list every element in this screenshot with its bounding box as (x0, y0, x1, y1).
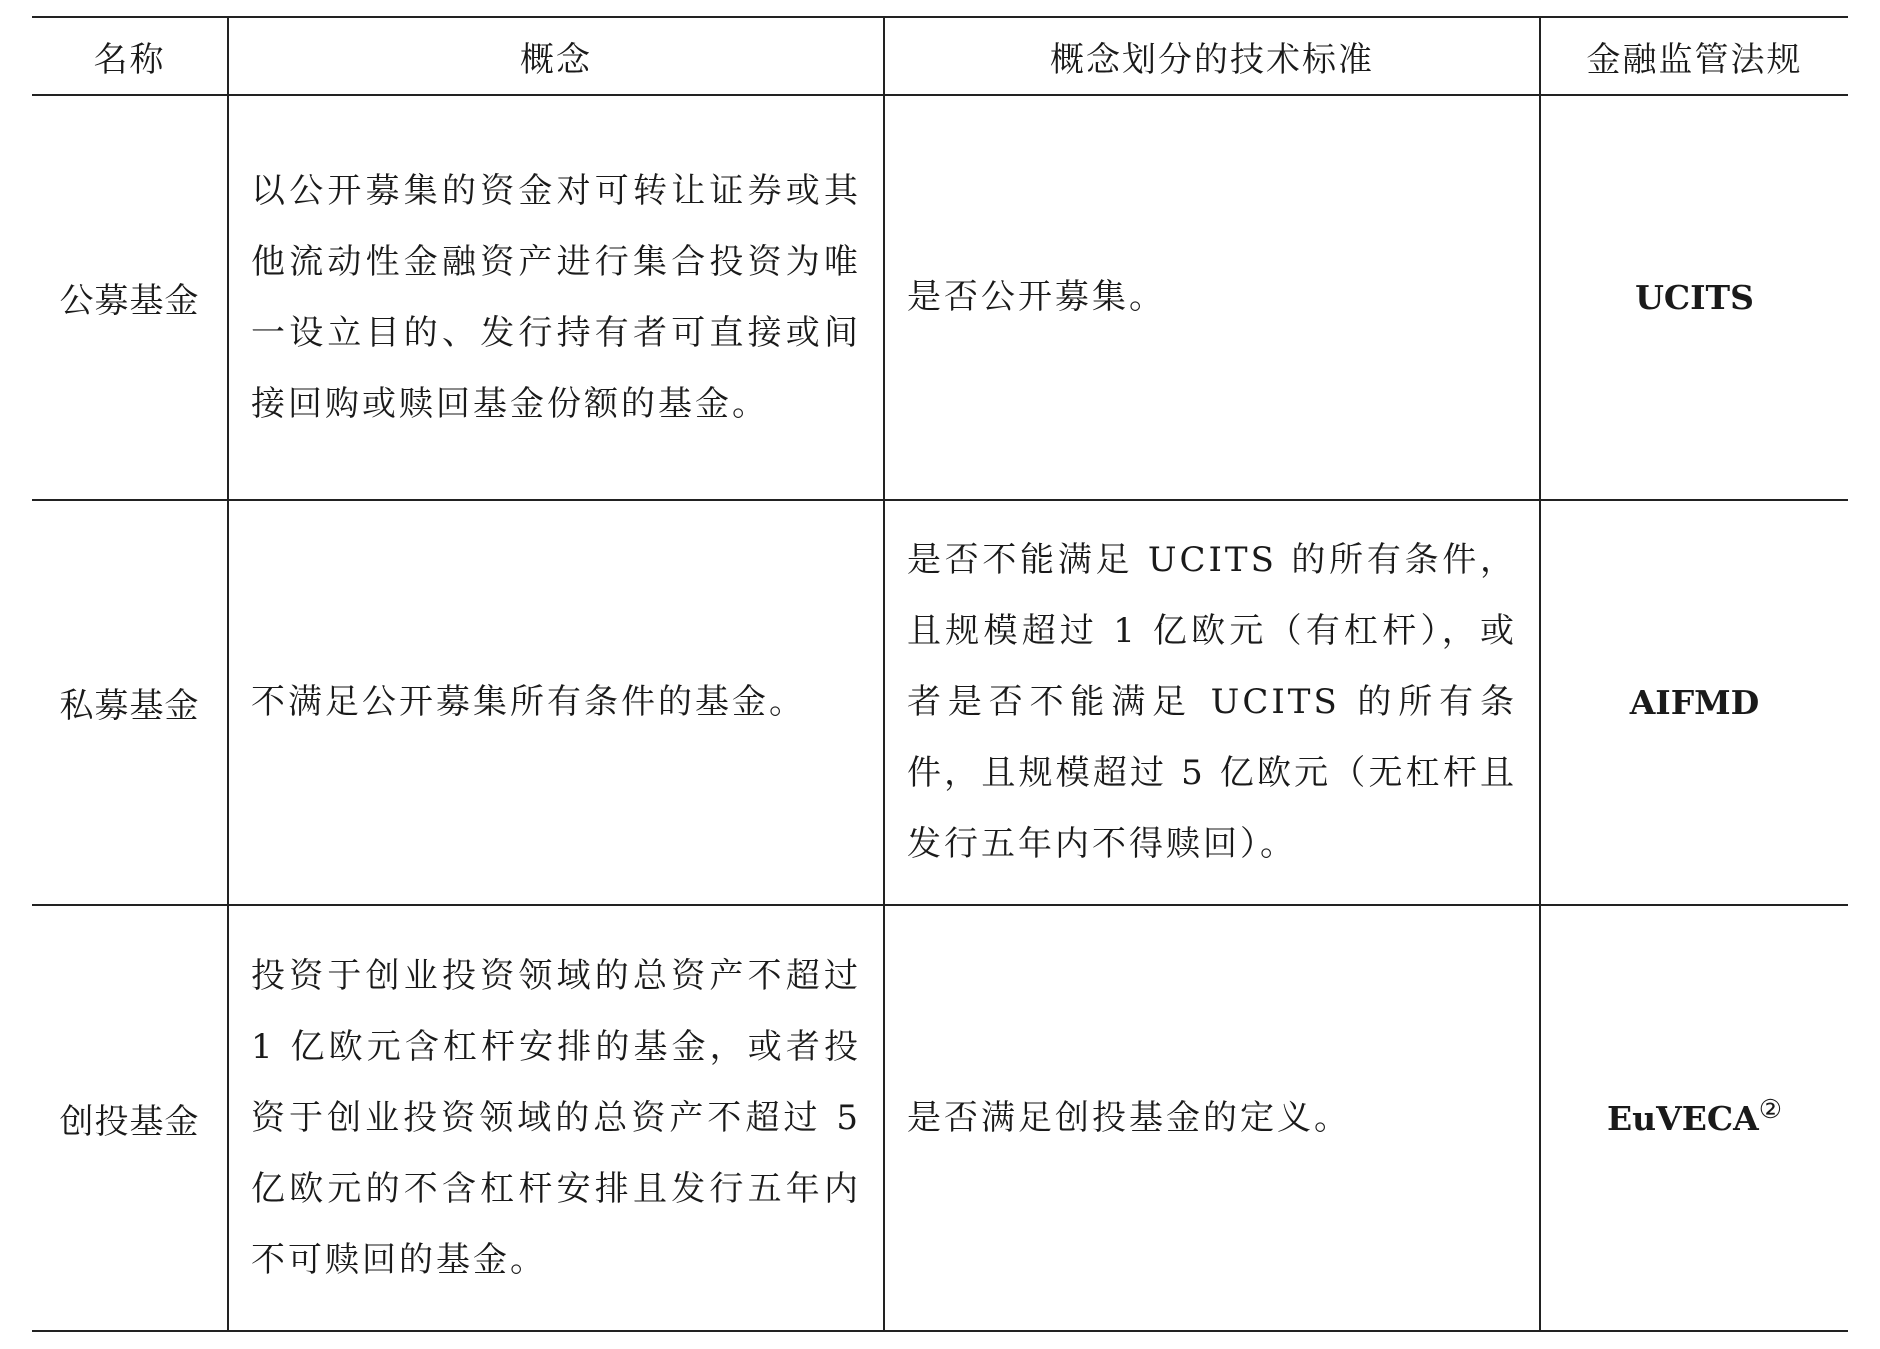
criteria-cell: 是否公开募集。 (884, 95, 1540, 500)
footnote-marker: ② (1758, 1094, 1783, 1125)
table-header-row (32, 17, 1848, 95)
header-concept: 概念 (228, 17, 884, 95)
concept-cell: 不满足公开募集所有条件的基金。 (228, 500, 884, 905)
header-name: 名称 (32, 17, 228, 95)
fund-name-cell: 私募基金 (32, 500, 228, 905)
concept-cell: 以公开募集的资金对可转让证券或其他流动性金融资产进行集合投资为唯一设立目的、发行持有者可直接或间接回购或赎回基金份额的基金。 (228, 95, 884, 500)
regulation-label: AIFMD (1629, 683, 1760, 722)
criteria-cell: 是否满足创投基金的定义。 (884, 905, 1540, 1331)
regulation-cell (1540, 500, 1848, 905)
fund-classification-table (32, 16, 1848, 1332)
header-regulation: 金融监管法规 (1540, 17, 1848, 95)
fund-name-cell: 创投基金 (32, 905, 228, 1331)
regulation-label: EuVECA (1606, 1098, 1759, 1138)
table-row (32, 905, 1848, 1331)
criteria-cell: 是否不能满足 UCITS 的所有条件，且规模超过 1 亿欧元（有杠杆），或者是否不能满足 UCITS 的所有条件，且规模超过 5 亿欧元（无杠杆且发行五年内不得赎回）。 (884, 500, 1540, 905)
header-criteria: 概念划分的技术标准 (884, 17, 1540, 95)
regulation-cell (1540, 905, 1848, 1331)
concept-cell: 投资于创业投资领域的总资产不超过 1 亿欧元含杠杆安排的基金，或者投资于创业投资领域的总资产不超过 5 亿欧元的不含杠杆安排且发行五年内不可赎回的基金。 (228, 905, 884, 1331)
table-row (32, 95, 1848, 500)
table-row (32, 500, 1848, 905)
regulation-label: UCITS (1635, 278, 1754, 317)
regulation-cell (1540, 95, 1848, 500)
fund-name-cell: 公募基金 (32, 95, 228, 500)
